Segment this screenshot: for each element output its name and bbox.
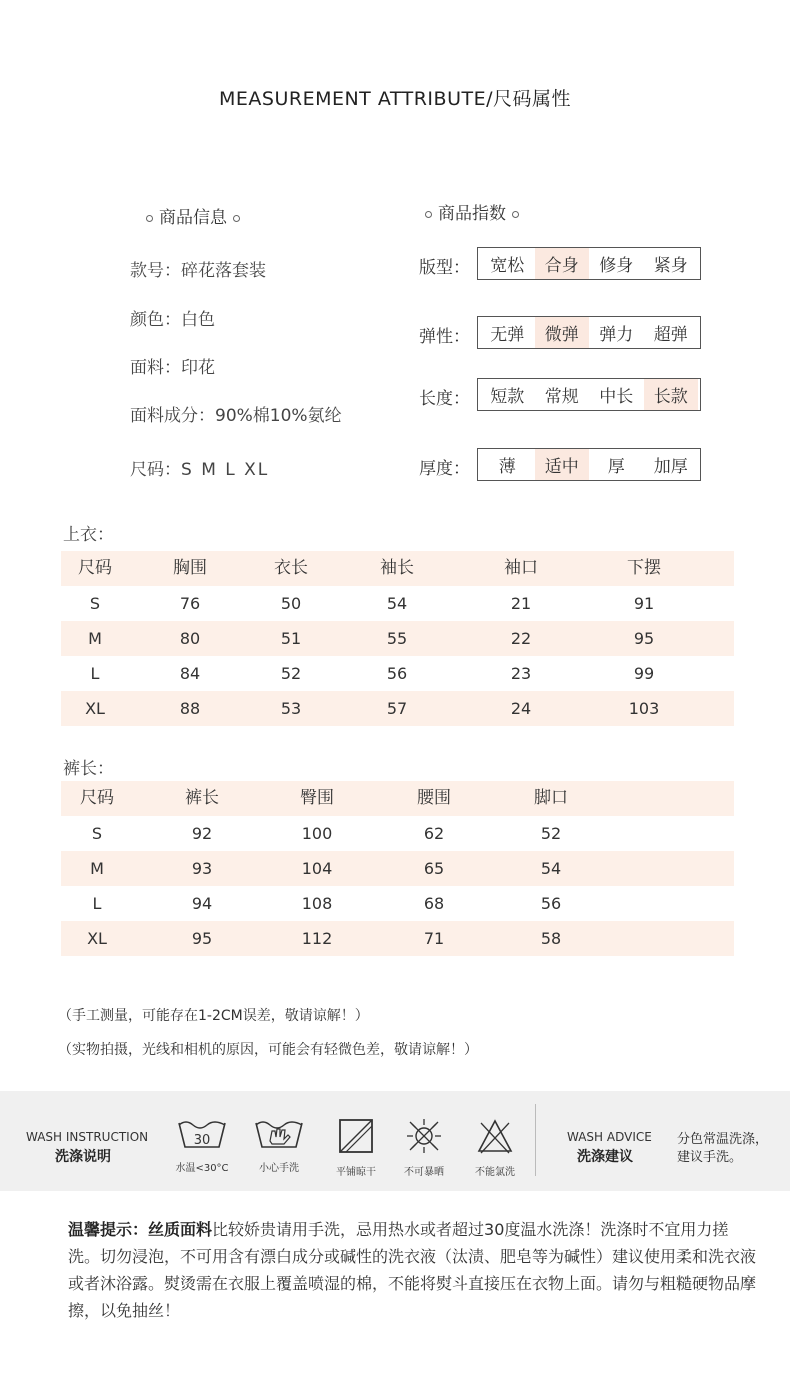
pants-table-cell: 68 [423, 894, 445, 913]
bullet-icon [425, 211, 432, 218]
top-table-cell: 88 [179, 699, 201, 718]
top-table-header-cell: 衣长 [274, 558, 308, 578]
index-label-0: 版型： [419, 258, 470, 278]
wash-title-cn: 洗涤说明 [55, 1149, 111, 1165]
size-value: S M L XL [181, 460, 270, 480]
index-option-box-2 [477, 378, 701, 411]
top-table-row [61, 586, 734, 621]
top-table-cell: XL [85, 699, 105, 718]
top-table-cell: 57 [386, 699, 408, 718]
top-table-cell: 51 [280, 629, 302, 648]
index-option: 常规 [544, 387, 579, 407]
pants-table-cell: 52 [540, 824, 562, 843]
pants-table-row [61, 886, 734, 921]
wash-advice-cn: 洗涤建议 [577, 1149, 633, 1165]
top-table-cell: 80 [179, 629, 201, 648]
wash-title-en: WASH INSTRUCTION [26, 1130, 149, 1144]
index-option: 修身 [599, 256, 634, 276]
top-table-cell: S [89, 594, 101, 613]
index-option: 薄 [498, 457, 516, 477]
top-table-cell: 84 [179, 664, 201, 683]
tips-bold: 丝质面料 [148, 1220, 213, 1239]
index-option-selected: 长款 [644, 379, 699, 410]
top-table-caption: 上衣： [63, 525, 114, 545]
composition-line [130, 401, 342, 426]
top-table-cell: 76 [179, 594, 201, 613]
pants-table-cell: 56 [540, 894, 562, 913]
pants-table-cell: 58 [540, 929, 562, 948]
bullet-icon [146, 215, 153, 222]
pants-table-header-cell: 脚口 [534, 788, 568, 808]
pants-table-caption: 裤长： [63, 759, 114, 779]
pants-table-cell: 93 [191, 859, 213, 878]
product-index-heading-text: 商品指数 [438, 204, 506, 224]
index-option: 短款 [490, 387, 525, 407]
style-number-line [130, 256, 266, 281]
pants-table-cell: 95 [191, 929, 213, 948]
pants-table-header-row [61, 781, 734, 816]
top-table-row [61, 621, 734, 656]
index-option-selected: 合身 [535, 248, 590, 279]
pants-table-cell: 94 [191, 894, 213, 913]
no-bleach-caption: 不能氯洗 [475, 1167, 515, 1178]
pants-table-cell: 92 [191, 824, 213, 843]
bullet-icon [233, 215, 240, 222]
pants-table-cell: S [91, 824, 103, 843]
pants-table-header-cell: 尺码 [80, 788, 114, 808]
size-line [130, 455, 269, 480]
pants-table-cell: 104 [301, 859, 333, 878]
top-table-row [61, 656, 734, 691]
top-table-row [61, 691, 734, 726]
index-option: 加厚 [653, 457, 688, 477]
index-option-box-0 [477, 247, 701, 280]
wash-temp-number: 30 [193, 1133, 211, 1148]
fabric-label: 面料： [130, 358, 181, 378]
index-option: 厚 [607, 457, 625, 477]
index-option: 弹力 [599, 325, 634, 345]
pants-table-cell: 108 [301, 894, 333, 913]
style-value: 碎花落套装 [181, 261, 266, 281]
top-table-cell: 95 [633, 629, 655, 648]
index-option: 紧身 [653, 256, 688, 276]
index-option: 无弹 [490, 325, 525, 345]
top-table-cell: 91 [633, 594, 655, 613]
pants-table-cell: 62 [423, 824, 445, 843]
pants-table-row [61, 921, 734, 956]
index-label-2: 长度： [419, 389, 470, 409]
index-option: 宽松 [490, 256, 525, 276]
color-note: （实物拍摄，光线和相机的原因，可能会有轻微色差，敬请谅解！） [58, 1042, 478, 1058]
top-table-cell: M [88, 629, 102, 648]
index-label-3: 厚度： [419, 459, 470, 479]
product-info-heading [140, 203, 246, 228]
wash-advice-text-line1: 分色常温洗涤， [677, 1132, 769, 1147]
index-option-box-3 [477, 448, 701, 481]
color-line [130, 305, 215, 330]
top-table-header-cell: 下摆 [627, 558, 661, 578]
pants-table-cell: XL [87, 929, 107, 948]
pants-table-row [61, 816, 734, 851]
wash-advice-en: WASH ADVICE [567, 1130, 652, 1144]
index-option: 超弹 [653, 325, 688, 345]
wash-divider [535, 1104, 536, 1176]
hand-wash-caption: 小心手洗 [259, 1163, 299, 1174]
no-sun-caption: 不可暴晒 [404, 1167, 444, 1178]
pants-table-cell: L [92, 894, 102, 913]
pants-table-header-cell: 裤长 [185, 788, 219, 808]
pants-table-cell: 100 [301, 824, 333, 843]
tips-text: 比较娇贵请用手洗，忌用热水或者超过30度温水洗涤！洗涤时不宜用力搓洗。切勿浸泡，不可用含有漂白成分或碱性的洗衣液（汰渍、肥皂等为碱性）建议使用柔和洗衣液或者沐浴露。熨烫需在衣服上覆盖喷湿的棉，不能将熨斗直接压在衣物上面。请勿与粗糙硬物品摩擦，以免抽丝！ [68, 1220, 757, 1320]
top-table-cell: 54 [386, 594, 408, 613]
index-option-selected: 微弹 [535, 317, 590, 348]
care-tips [68, 1216, 758, 1324]
dry-flat-icon [326, 1117, 386, 1178]
top-table-cell: 21 [510, 594, 532, 613]
pants-table-cell: 112 [301, 929, 333, 948]
pants-table-header-cell: 腰围 [417, 788, 451, 808]
pants-table-cell: 54 [540, 859, 562, 878]
top-table-header-cell: 袖口 [504, 558, 538, 578]
top-table-cell: 55 [386, 629, 408, 648]
pants-table-cell: 65 [423, 859, 445, 878]
product-index-heading [419, 199, 525, 224]
fabric-line [130, 353, 215, 378]
top-table-cell: 23 [510, 664, 532, 683]
top-table-cell: 103 [628, 699, 660, 718]
top-table-cell: L [90, 664, 100, 683]
wash-30-caption: 水温<30°C [175, 1163, 229, 1174]
index-label-1: 弹性： [419, 327, 470, 347]
pants-table-row [61, 851, 734, 886]
index-option: 中长 [599, 387, 634, 407]
top-table-cell: 22 [510, 629, 532, 648]
wash-30-icon [172, 1117, 232, 1174]
top-table-header-cell: 胸围 [173, 558, 207, 578]
top-table-cell: 53 [280, 699, 302, 718]
top-table-cell: 24 [510, 699, 532, 718]
top-table-cell: 50 [280, 594, 302, 613]
top-table-header-row [61, 551, 734, 586]
bullet-icon [512, 211, 519, 218]
top-table-header-cell: 袖长 [380, 558, 414, 578]
measure-note: （手工测量，可能存在1-2CM误差，敬请谅解！） [58, 1008, 369, 1024]
product-info-heading-text: 商品信息 [159, 208, 227, 228]
no-bleach-icon [465, 1117, 525, 1178]
dry-flat-caption: 平铺晾干 [336, 1167, 376, 1178]
no-sun-icon [394, 1117, 454, 1178]
top-table-header-cell: 尺码 [78, 558, 112, 578]
style-label: 款号： [130, 261, 181, 281]
wash-advice-text [677, 1131, 768, 1167]
pants-table-cell: M [90, 859, 104, 878]
fabric-value: 印花 [181, 358, 215, 378]
pants-table-cell: 71 [423, 929, 445, 948]
top-table-cell: 56 [386, 664, 408, 683]
color-value: 白色 [181, 310, 215, 330]
composition-label: 面料成分： [130, 406, 215, 426]
index-option-selected: 适中 [535, 449, 590, 480]
hand-wash-icon [249, 1117, 309, 1174]
tips-prefix: 温馨提示： [68, 1220, 149, 1239]
composition-value: 90%棉10%氨纶 [215, 406, 342, 426]
top-table-cell: 99 [633, 664, 655, 683]
page-title: MEASUREMENT ATTRIBUTE/尺码属性 [219, 88, 571, 110]
color-label: 颜色： [130, 310, 181, 330]
top-table-cell: 52 [280, 664, 302, 683]
wash-advice-text-line2: 建议手洗。 [677, 1150, 743, 1165]
index-option-box-1 [477, 316, 701, 349]
size-label: 尺码： [130, 460, 181, 480]
pants-table-header-cell: 臀围 [300, 788, 334, 808]
